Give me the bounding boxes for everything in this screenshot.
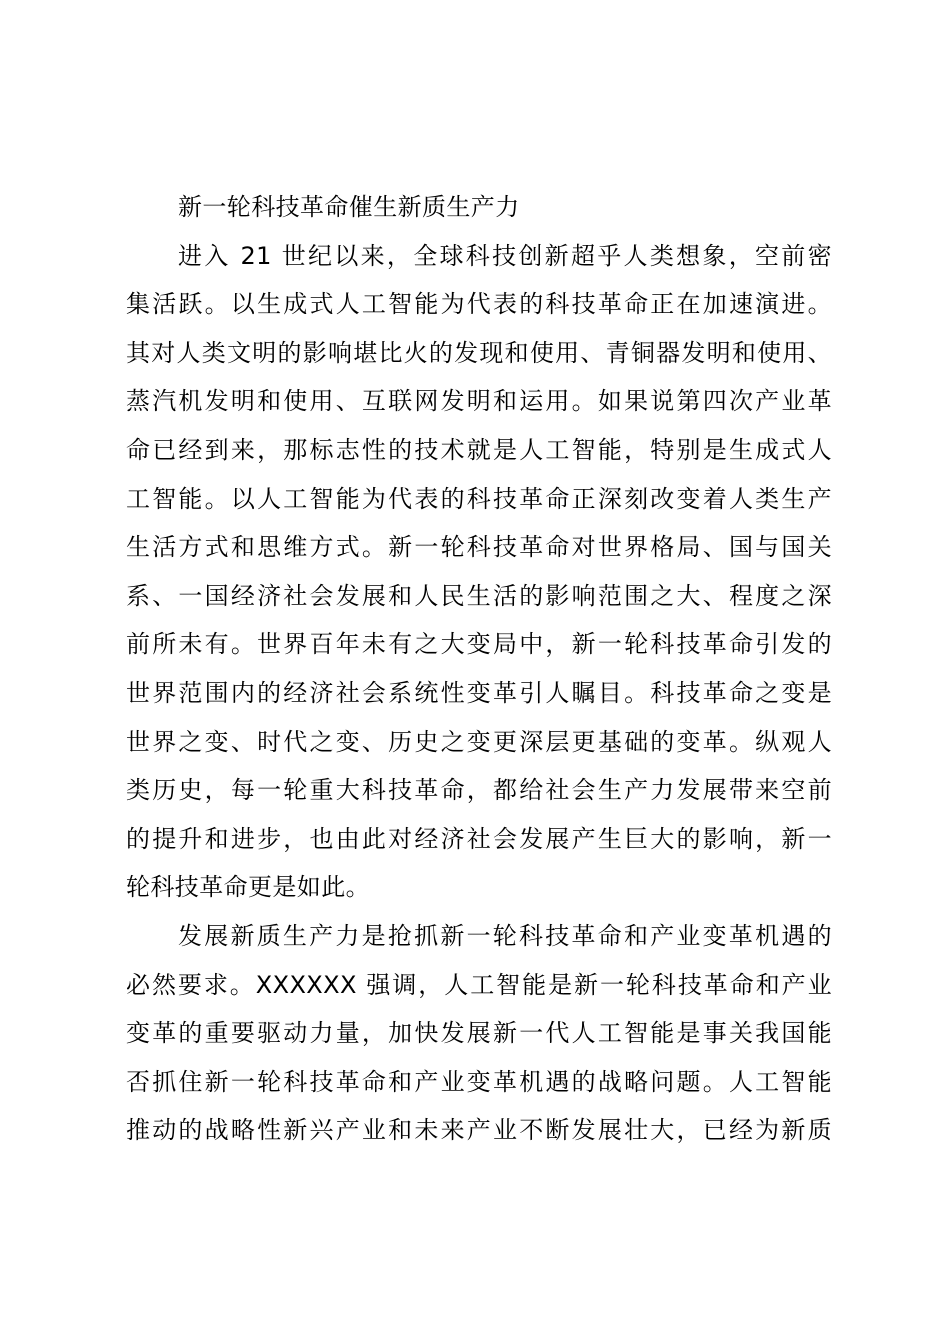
paragraph-line: 系、一国经济社会发展和人民生活的影响范围之大、程度之深: [126, 581, 832, 610]
paragraph-line: 变革的重要驱动力量，加快发展新一代人工智能是事关我国能: [126, 1019, 832, 1048]
paragraph-line: 世界范围内的经济社会系统性变革引人瞩目。科技革命之变是: [126, 678, 832, 707]
paragraph-1: [126, 232, 832, 912]
paragraph-line: 进入 21 世纪以来，全球科技创新超乎人类想象，空前密: [178, 241, 832, 270]
paragraph-line: 发展新质生产力是抢抓新一轮科技革命和产业变革机遇的: [178, 921, 832, 950]
paragraph-line: 世界之变、时代之变、历史之变更深层更基础的变革。纵观人: [126, 727, 832, 756]
paragraph-line: 命已经到来，那标志性的技术就是人工智能，特别是生成式人: [126, 435, 832, 464]
paragraph-line: 集活跃。以生成式人工智能为代表的科技革命正在加速演进。: [126, 290, 832, 319]
paragraph-line: 其对人类文明的影响堪比火的发现和使用、青铜器发明和使用、: [126, 338, 832, 367]
paragraph-line: 否抓住新一轮科技革命和产业变革机遇的战略问题。人工智能: [126, 1067, 832, 1096]
document-body: [126, 183, 832, 1155]
paragraph-line: 推动的战略性新兴产业和未来产业不断发展壮大，已经为新质: [126, 1116, 832, 1145]
paragraph-line: 的提升和进步，也由此对经济社会发展产生巨大的影响，新一: [126, 824, 832, 853]
paragraph-line: 类历史，每一轮重大科技革命，都给社会生产力发展带来空前: [126, 776, 832, 805]
paragraph-line: 轮科技革命更是如此。: [126, 873, 370, 902]
paragraph-line: 生活方式和思维方式。新一轮科技革命对世界格局、国与国关: [126, 533, 832, 562]
paragraph-line: 必然要求。XXXXXX 强调，人工智能是新一轮科技革命和产业: [126, 970, 832, 999]
section-heading: 新一轮科技革命催生新质生产力: [178, 193, 520, 221]
paragraph-line: 前所未有。世界百年未有之大变局中，新一轮科技革命引发的: [126, 630, 832, 659]
paragraph-line: 工智能。以人工智能为代表的科技革命正深刻改变着人类生产: [126, 484, 832, 513]
paragraph-2: [126, 912, 832, 1155]
paragraph-line: 蒸汽机发明和使用、互联网发明和运用。如果说第四次产业革: [126, 387, 832, 416]
